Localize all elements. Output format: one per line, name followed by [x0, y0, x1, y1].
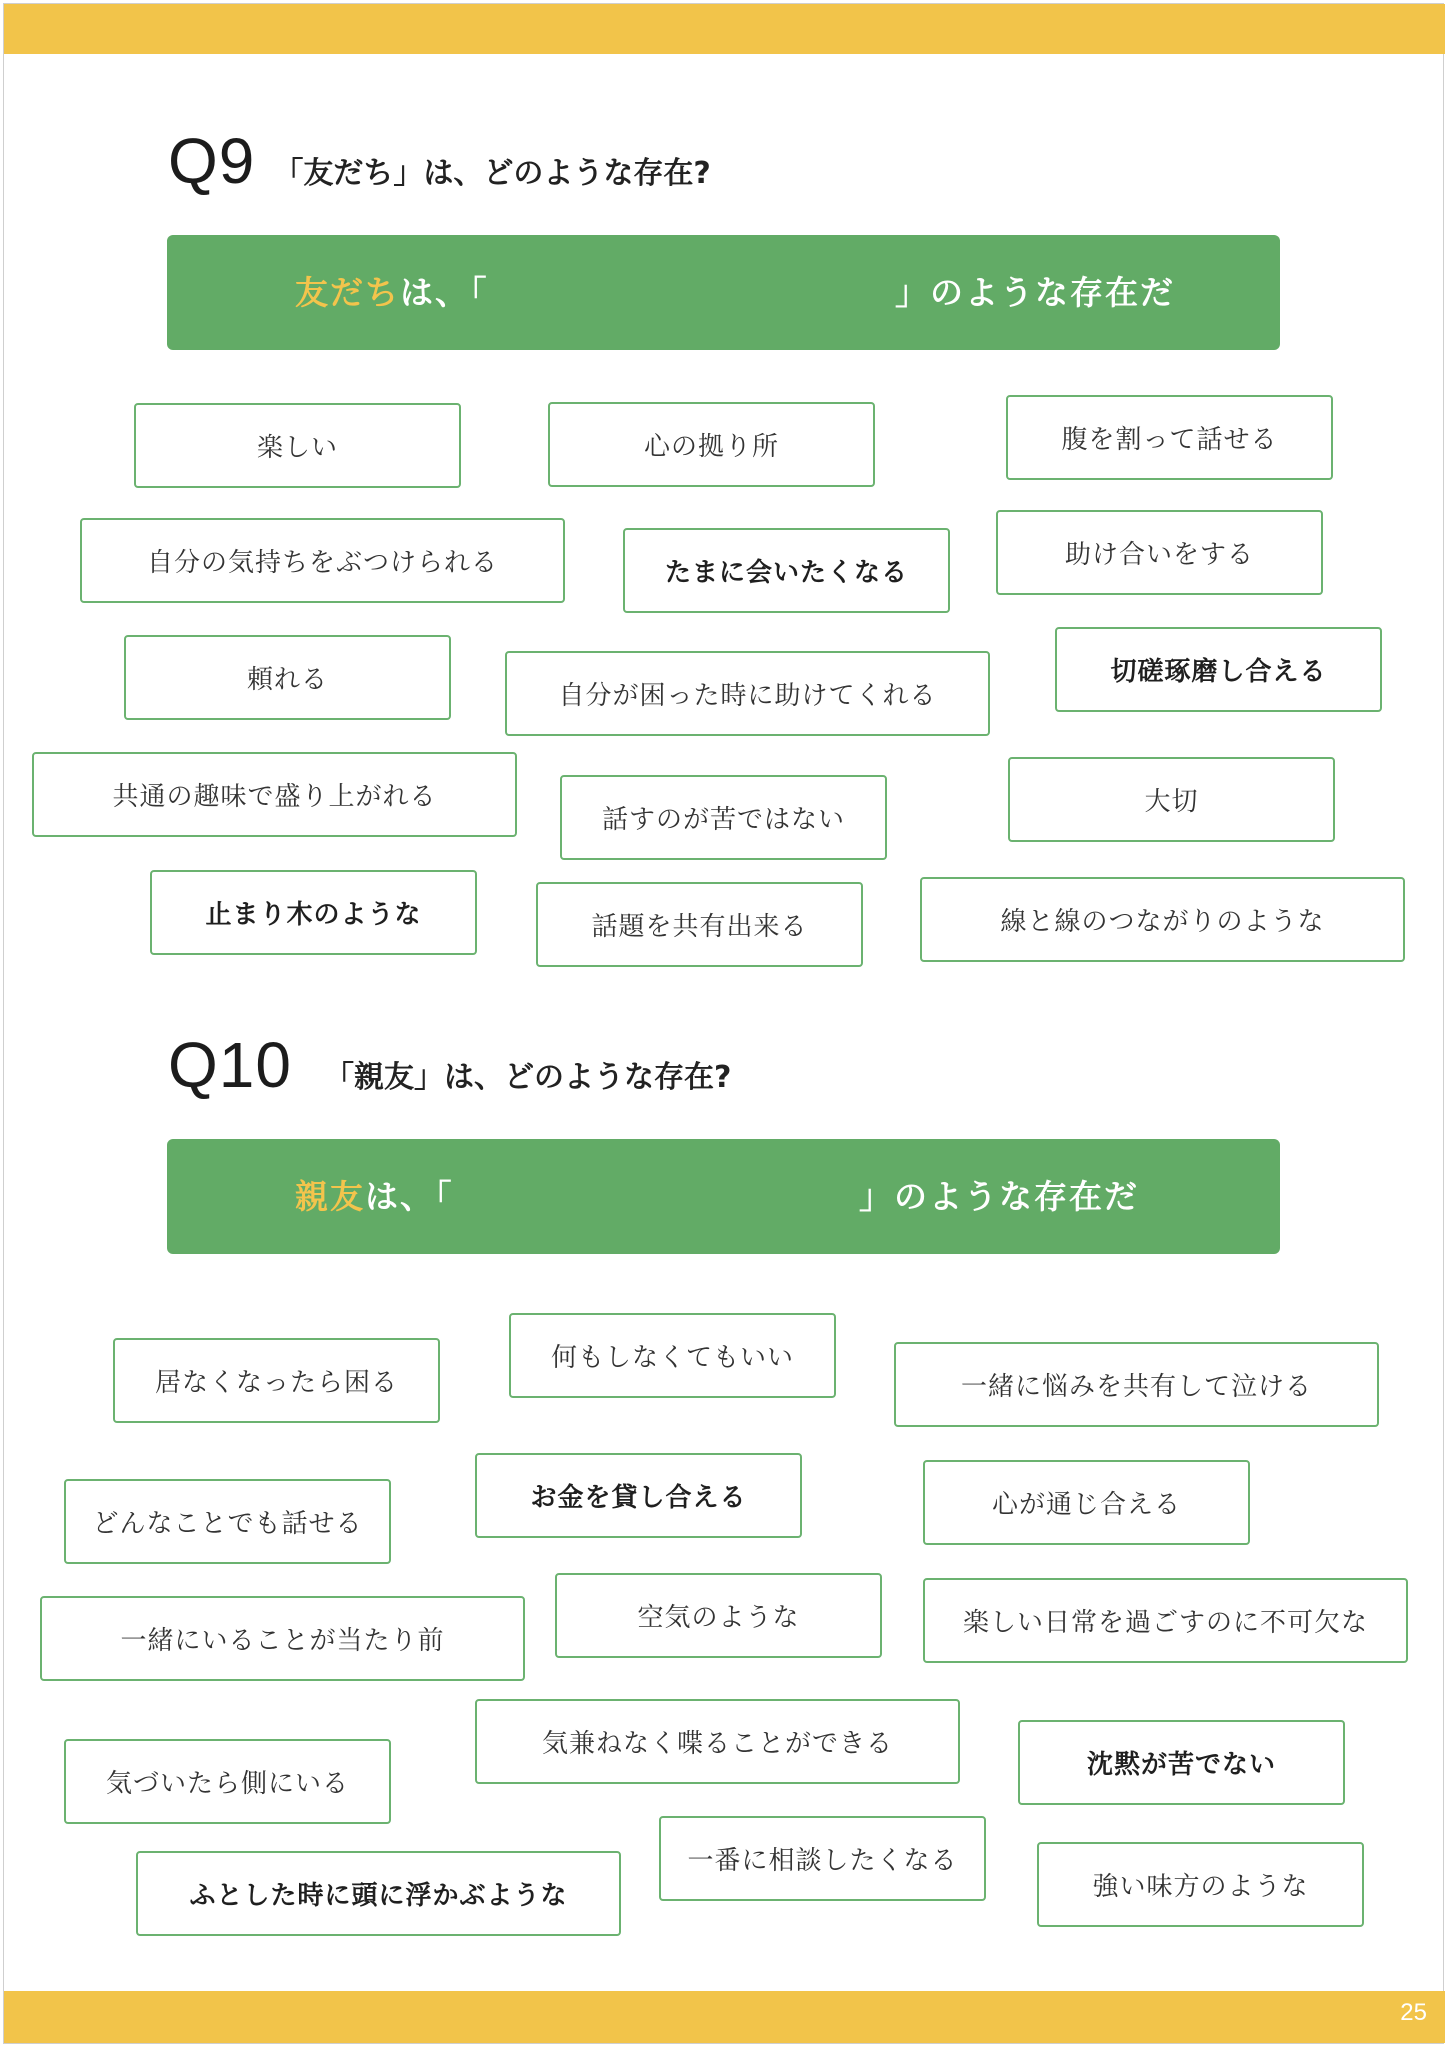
q10-bar-subject: 親友 [295, 1177, 365, 1216]
q10-answer-chip: 強い味方のような [1037, 1842, 1364, 1927]
q9-heading [168, 124, 711, 198]
q10-answer-chip: 何もしなくてもいい [509, 1313, 836, 1398]
q9-number: Q9 [168, 125, 256, 197]
page-number: 25 [1400, 1999, 1427, 2026]
q10-number: Q10 [168, 1029, 292, 1101]
q10-answer-chip: 一緒にいることが当たり前 [40, 1596, 525, 1681]
q10-answer-chip: お金を貸し合える [475, 1453, 802, 1538]
q10-answer-bar [167, 1139, 1280, 1254]
q9-answer-chip: 話すのが苦ではない [560, 775, 887, 860]
q10-answer-chip: 空気のような [555, 1573, 882, 1658]
q9-answer-chip: 腹を割って話せる [1006, 395, 1333, 480]
q9-answer-chip: 切磋琢磨し合える [1055, 627, 1382, 712]
q9-question: 「友だち」は、どのような存在? [273, 156, 711, 191]
q9-answer-chip: 大切 [1008, 757, 1335, 842]
q10-answer-chip: 居なくなったら困る [113, 1338, 440, 1423]
q9-answer-chip: たまに会いたくなる [623, 528, 950, 613]
q10-answer-chip: 心が通じ合える [923, 1460, 1250, 1545]
q9-answer-chip: 話題を共有出来る [536, 882, 863, 967]
q10-answer-chip: 楽しい日常を過ごすのに不可欠な [923, 1578, 1408, 1663]
q9-answer-chip: 共通の趣味で盛り上がれる [32, 752, 517, 837]
q9-answer-chip: 自分が困った時に助けてくれる [505, 651, 990, 736]
q10-answer-chip: 沈黙が苦でない [1018, 1720, 1345, 1805]
q9-answer-chip: 助け合いをする [996, 510, 1323, 595]
q9-answer-chip: 線と線のつながりのような [920, 877, 1405, 962]
q10-question: 「親友」は、どのような存在? [323, 1060, 732, 1095]
q9-answer-chip: 頼れる [124, 635, 451, 720]
q9-bar-subject: 友だち [295, 273, 400, 312]
q9-answer-chip: 止まり木のような [150, 870, 477, 955]
q10-answer-chip: 気兼ねなく喋ることができる [475, 1699, 960, 1784]
q9-bar-prefix: は、「 [400, 273, 489, 312]
q9-bar-suffix: 」のような存在だ [895, 273, 1175, 312]
q10-answer-chip: 一番に相談したくなる [659, 1816, 986, 1901]
q10-answer-chip: 気づいたら側にいる [64, 1739, 391, 1824]
q9-answer-chip: 心の拠り所 [548, 402, 875, 487]
q9-bar-left [295, 235, 489, 350]
q10-answer-chip: どんなことでも話せる [64, 1479, 391, 1564]
q10-bar-prefix: は、「 [365, 1177, 454, 1216]
top-band [4, 4, 1445, 54]
q10-answer-chip: ふとした時に頭に浮かぶような [136, 1851, 621, 1936]
bottom-band [4, 1991, 1445, 2043]
q10-bar-suffix: 」のような存在だ [859, 1177, 1139, 1216]
q10-heading [168, 1028, 731, 1102]
q9-answer-chip: 楽しい [134, 403, 461, 488]
q9-answer-chip: 自分の気持ちをぶつけられる [80, 518, 565, 603]
q10-bar-left [295, 1139, 454, 1254]
q10-answer-chip: 一緒に悩みを共有して泣ける [894, 1342, 1379, 1427]
q9-answer-bar [167, 235, 1280, 350]
